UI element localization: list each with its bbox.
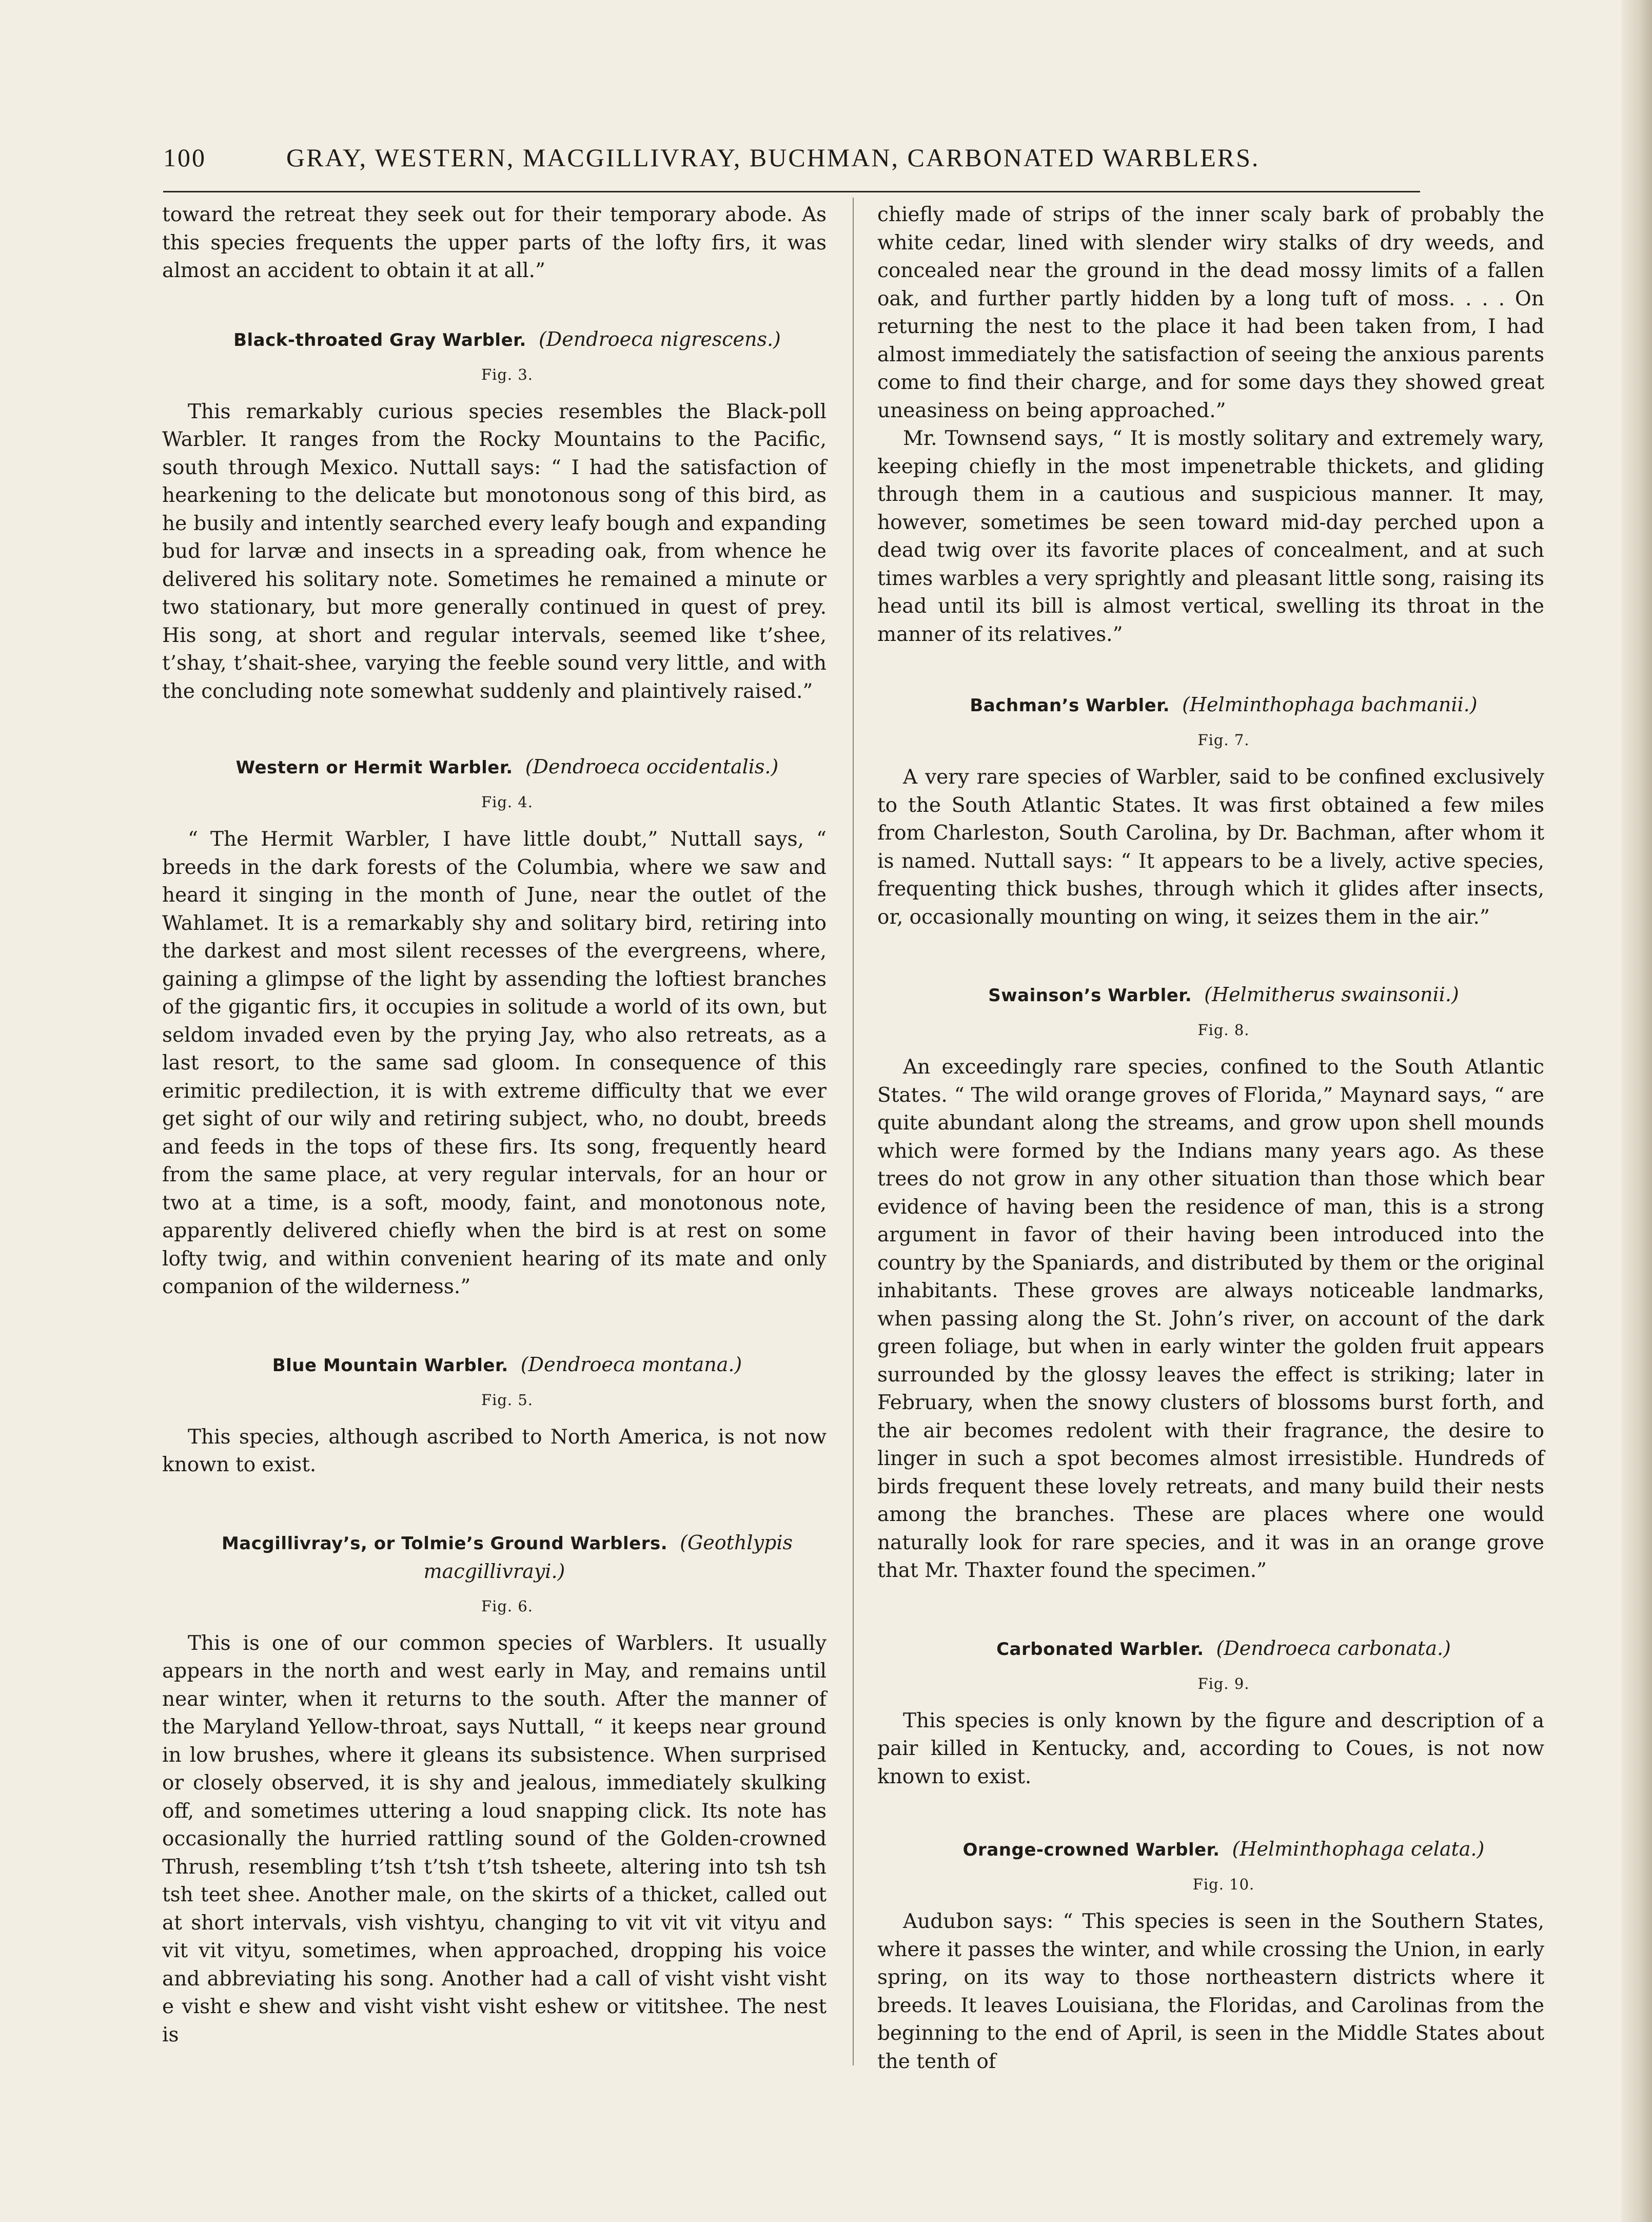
- latin-name: (Helminthophaga bachmanii.): [1182, 693, 1478, 716]
- continued-paragraph: chiefly made of strips of the inner scaly bark of probably the white cedar, lined with slender wiry stalks of dry weeds, and concealed near the ground in the dead mossy limits of a fallen oak, and further partly hidden by a long tuft of moss. . . . On returning the nest to the place it had been taken from, I had almost immediately the satisfaction of seeing the anxious parents come to find their charge, and for some days they showed great uneasiness on being approached.”: [877, 203, 1544, 422]
- bird-name: Macgillivray’s, or Tolmie’s Ground Warblers.: [221, 1533, 668, 1554]
- section-heading: [162, 753, 827, 782]
- bird-name: Orange-crowned Warbler.: [962, 1840, 1220, 1860]
- townsend-paragraph: Mr. Townsend says, “ It is mostly solitary and extremely wary, keeping chiefly in the most impenetrable thickets, and gliding through them in a cautious and suspicious manner. It may, however, sometimes be seen toward mid-day perched upon a dead twig over its favorite places of concealment, and at such times warbles a very sprightly and pleasant little song, raising its head until its bill is almost vertical, swelling its throat in the manner of its relatives.”: [877, 427, 1544, 646]
- left-column: [162, 201, 827, 2049]
- page-edge-shadow: [1621, 0, 1652, 2222]
- section-heading: [877, 1634, 1544, 1663]
- section-heading: [877, 1835, 1544, 1864]
- section-text: Audubon says: “ This species is seen in the Southern States, where it passes the winter, and while crossing the Union, in early spring, on its way to those northeastern districts where it breeds. It leaves Louisiana, the Floridas, and Carolinas from the beginning to the end of April, is seen in the Middle States about the tenth of: [877, 1910, 1544, 2073]
- figure-reference: Fig. 6.: [481, 1597, 534, 1615]
- bird-name: Bachman’s Warbler.: [970, 695, 1170, 716]
- section-text: This species, although ascribed to North America, is not now known to exist.: [162, 1425, 827, 1476]
- figure-reference: Fig. 10.: [1192, 1876, 1255, 1893]
- bird-name: Carbonated Warbler.: [996, 1639, 1204, 1660]
- bird-name: Blue Mountain Warbler.: [272, 1355, 508, 1376]
- figure-reference: Fig. 3.: [481, 365, 534, 383]
- latin-name: (Geothlypis macgillivrayi.): [423, 1531, 793, 1583]
- page-header: [163, 143, 1425, 179]
- figure-reference: Fig. 8.: [1197, 1021, 1250, 1039]
- section-heading: [162, 1529, 827, 1586]
- bird-name: Black-throated Gray Warbler.: [233, 329, 526, 350]
- bird-name: Swainson’s Warbler.: [988, 985, 1192, 1006]
- latin-name: (Dendroeca montana.): [520, 1353, 742, 1376]
- latin-name: (Helminthophaga celata.): [1232, 1838, 1485, 1860]
- latin-name: (Dendroeca nigrescens.): [538, 327, 781, 350]
- section-heading: [877, 691, 1544, 719]
- section-text: An exceedingly rare species, confined to the South Atlantic States. “ The wild orange groves of Florida,” Maynard says, “ are quite abundant along the streams, and grow upon shell mounds which were formed by the Indians many years ago. As these trees do not grow in any other situation than those which bear evidence of having been the residence of man, this is a strong argument in favor of their having been introduced into the country by the Spaniards, and distributed by them or the original inhabitants. These groves are always noticeable landmarks, when passing along the St. John’s river, on account of the dark green foliage, but when in early winter the golden fruit appears surrounded by the glossy leaves the effect is striking; later in February, when the snowy clusters of blossoms burst forth, and the air becomes redolent with their fragrance, the desire to linger in such a spot becomes almost irresistible. Hundreds of birds frequent these lovely retreats, and many build their nests among the branches. These are places where one would naturally look for rare species, and it was in an orange grove that Mr. Thaxter found the specimen.”: [877, 1056, 1544, 1582]
- right-column: [877, 201, 1544, 2076]
- header-rule: [163, 191, 1420, 192]
- section-text: This species is only known by the figure and description of a pair killed in Kentucky, and, according to Coues, is not now known to exist.: [877, 1709, 1544, 1788]
- latin-name: (Helmitherus swainsonii.): [1204, 983, 1459, 1006]
- column-divider: [853, 198, 854, 2065]
- continued-paragraph: toward the retreat they seek out for their temporary abode. As this species frequents the upper parts of the lofty firs, it was almost an accident to obtain it at all.”: [162, 203, 827, 282]
- section-text: “ The Hermit Warbler, I have little doubt,” Nuttall says, “ breeds in the dark forests of the Columbia, where we saw and heard it singing in the month of June, near the outlet of the Wahlamet. It is a remarkably shy and solitary bird, retiring into the darkest and most silent recesses of the evergreens, where, gaining a glimpse of the light by assending the loftiest branches of the gigantic firs, it occupies in solitude a world of its own, but seldom invaded even by the prying Jay, who also retreats, as a last resort, to the same sad gloom. In consequence of this erimitic predilection, it is with extreme difficulty that we ever get sight of our wily and retiring subject, who, no doubt, breeds and feeds in the tops of these firs. Its song, frequently heard from the same place, at very regular intervals, for an hour or two at a time, is a soft, moody, faint, and monotonous note, apparently delivered chiefly when the bird is at rest on some lofty twig, and within convenient hearing of its mate and only companion of the wilderness.”: [162, 828, 827, 1298]
- latin-name: (Dendroeca carbonata.): [1216, 1636, 1451, 1660]
- section-heading: [162, 1351, 827, 1379]
- figure-reference: Fig. 9.: [1197, 1674, 1250, 1692]
- section-text: A very rare species of Warbler, said to be confined exclusively to the South Atlantic States. It was first obtained a few miles from Charleston, South Carolina, by Dr. Bachman, after whom it is named. Nuttall says: “ It appears to be a lively, active species, frequenting thick bushes, through which it glides after insects, or, occasionally mounting on wing, it seizes them in the air.”: [877, 766, 1544, 929]
- section-heading: [877, 981, 1544, 1009]
- running-head: GRAY, WESTERN, MACGILLIVRAY, BUCHMAN, CARBONATED WARBLERS.: [286, 143, 1260, 172]
- page-number: 100: [163, 143, 206, 172]
- bird-name: Western or Hermit Warbler.: [235, 757, 513, 778]
- section-text: This remarkably curious species resembles the Black-poll Warbler. It ranges from the Rocky Mountains to the Pacific, south through Mexico. Nuttall says: “ I had the satisfaction of hearkening to the delicate but monotonous song of this bird, as he busily and intently searched every leafy bough and expanding bud for larvæ and insects in a spreading oak, from whence he delivered his solitary note. Sometimes he remained a minute or two stationary, but more generally continued in quest of prey. His song, at short and regular intervals, seemed like t’shee, t’shay, t’shait-shee, varying the feeble sound very little, and with the concluding note somewhat suddenly and plaintively raised.”: [162, 400, 827, 703]
- section-heading: [162, 325, 827, 354]
- figure-reference: Fig. 7.: [1197, 731, 1250, 749]
- latin-name: (Dendroeca occidentalis.): [525, 755, 779, 778]
- section-text: This is one of our common species of Warblers. It usually appears in the north and west early in May, and remains until near winter, when it returns to the south. After the manner of the Maryland Yellow-throat, says Nuttall, “ it keeps near ground in low brushes, where it gleans its subsistence. When surprised or closely observed, it is shy and jealous, immediately skulking off, and sometimes uttering a loud snapping click. Its note has occasionally the hurried rattling sound of the Golden-crowned Thrush, resembling t’tsh t’tsh t’tsh tsheete, altering into tsh tsh tsh teet shee. Another male, on the skirts of a thicket, called out at short intervals, vish vishtyu, changing to vit vit vit vityu and vit vit vityu, sometimes, when approached, dropping his voice and abbreviating his song. Another had a call of visht visht visht e visht e shew and visht visht visht eshew or vititshee. The nest is: [162, 1631, 827, 2046]
- figure-reference: Fig. 4.: [481, 793, 534, 811]
- figure-reference: Fig. 5.: [481, 1391, 534, 1409]
